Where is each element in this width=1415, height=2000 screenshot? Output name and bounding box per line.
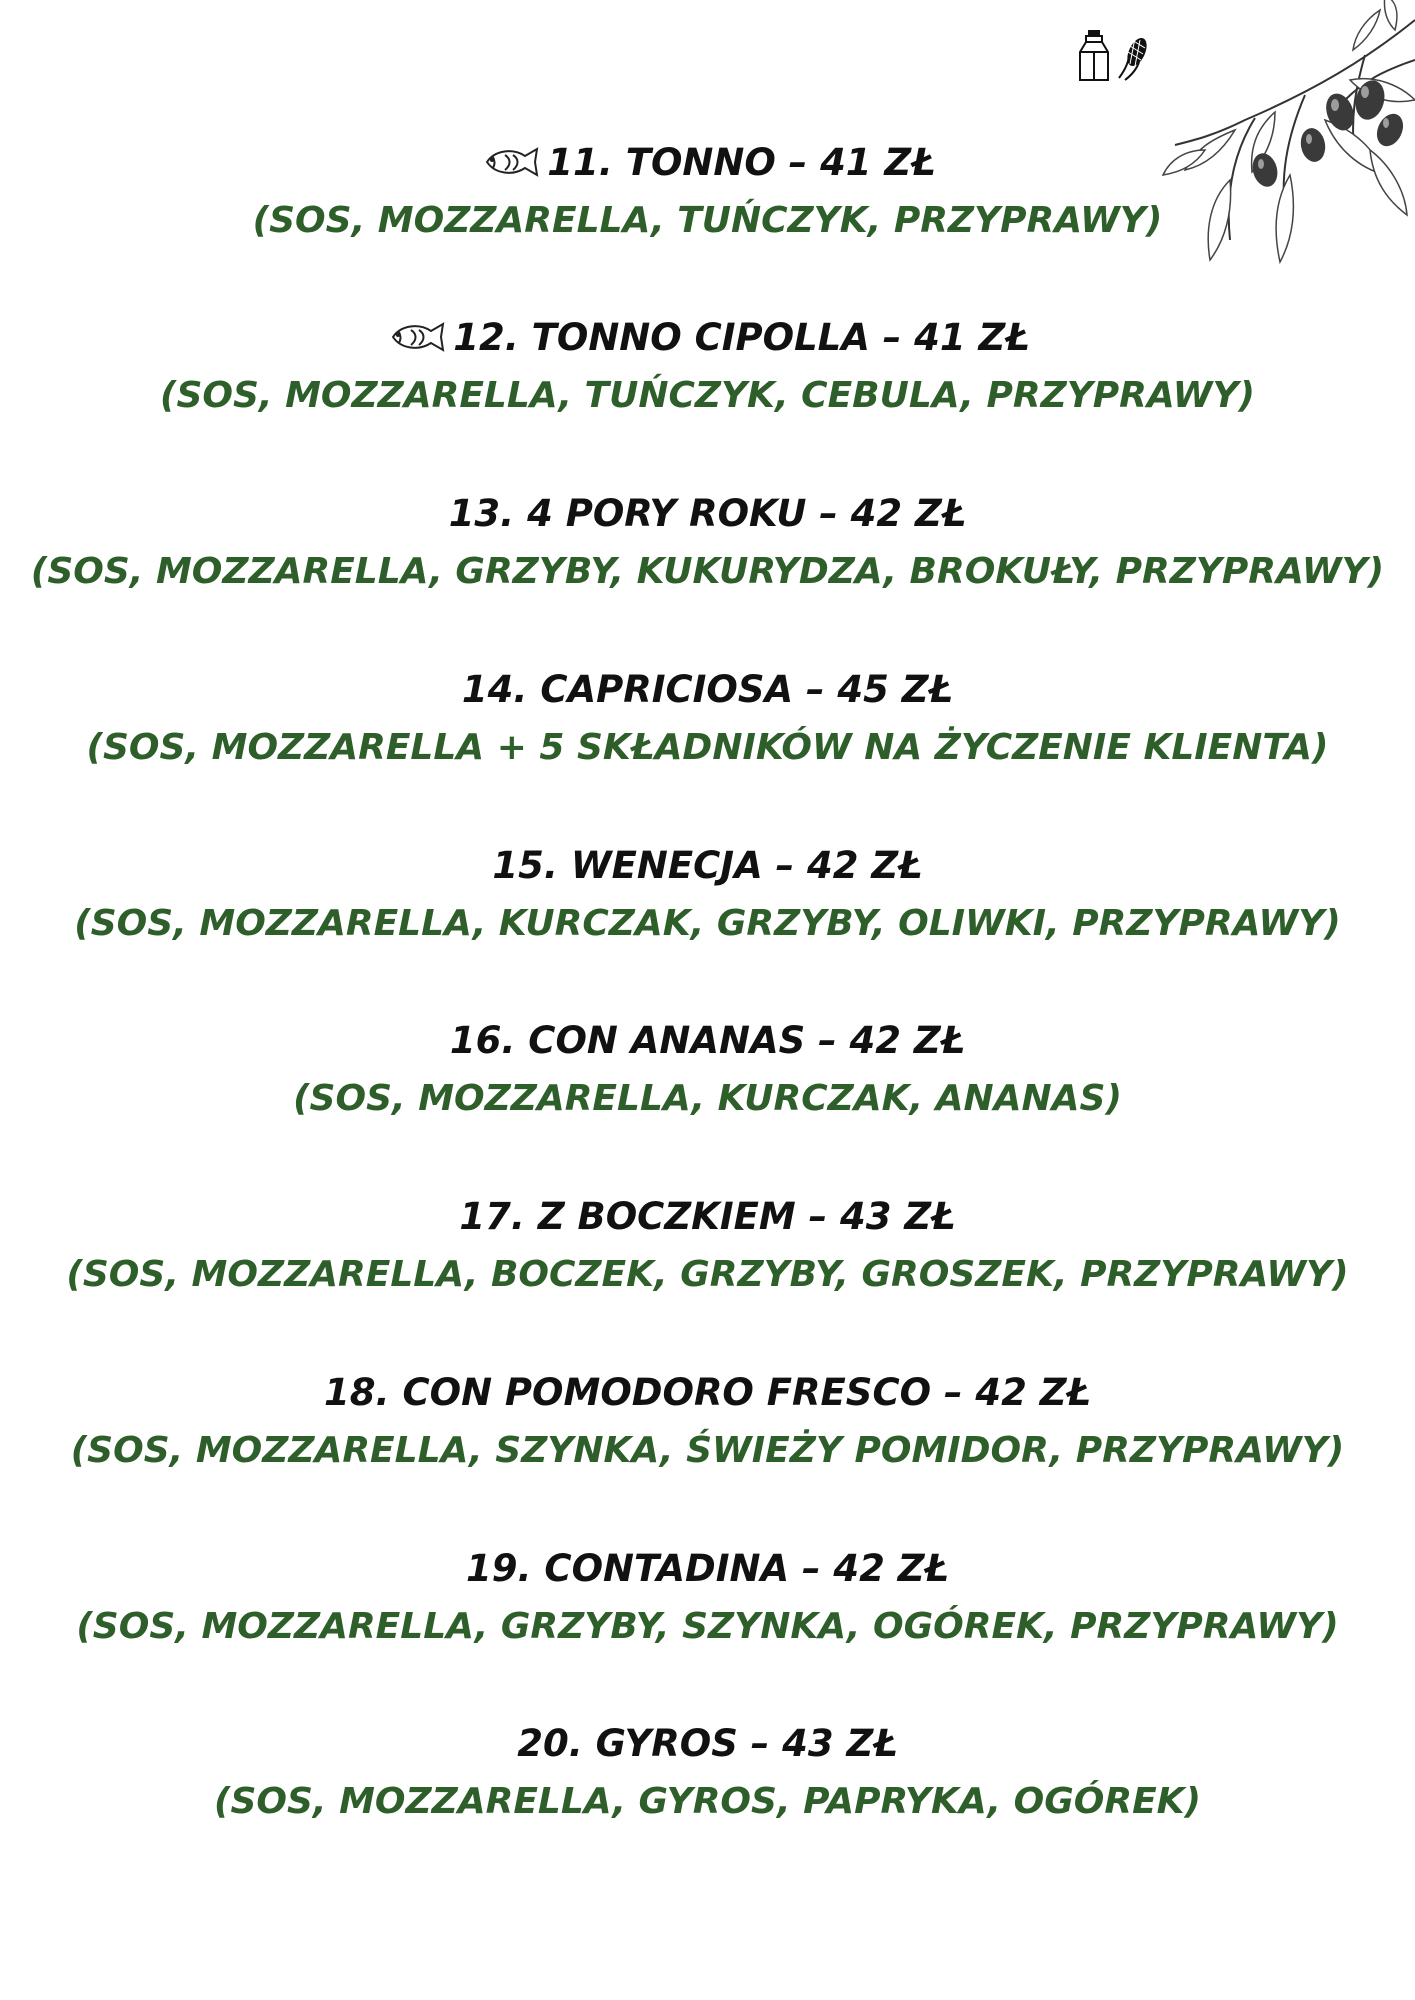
menu-item-13 — [0, 488, 1415, 598]
fish-icon — [385, 320, 447, 354]
menu-item-ingredients: (SOS, MOZZARELLA, GYROS, PAPRYKA, OGÓREK) — [213, 1781, 1202, 1822]
menu-item-ingredients: (SOS, MOZZARELLA, BOCZEK, GRZYBY, GROSZEK, PRZYPRAWY) — [66, 1254, 1349, 1295]
diet-badges — [1078, 30, 1155, 86]
menu-item-16 — [0, 1015, 1415, 1125]
menu-item-title: 19. CONTADINA – 42 ZŁ — [466, 1547, 949, 1590]
menu-item-title: 17. Z BOCZKIEM – 43 ZŁ — [459, 1195, 956, 1238]
menu-item-title: 13. 4 PORY ROKU – 42 ZŁ — [448, 492, 967, 535]
menu-item-title: 20. GYROS – 43 ZŁ — [517, 1722, 898, 1765]
milk-carton-icon — [1078, 30, 1110, 82]
menu-item-15 — [0, 840, 1415, 950]
menu-item-ingredients: (SOS, MOZZARELLA, GRZYBY, SZYNKA, OGÓREK, PRZYPRAWY) — [76, 1606, 1339, 1647]
menu-item-ingredients: (SOS, MOZZARELLA, KURCZAK, ANANAS) — [293, 1078, 1122, 1119]
menu-item-ingredients: (SOS, MOZZARELLA, TUŃCZYK, PRZYPRAWY) — [252, 200, 1163, 241]
menu-item-title: 14. CAPRICIOSA – 45 ZŁ — [461, 668, 954, 711]
menu-item-11 — [0, 137, 1415, 247]
menu-item-ingredients: (SOS, MOZZARELLA, TUŃCZYK, CEBULA, PRZYPRAWY) — [159, 375, 1256, 416]
menu-item-title: 18. CON POMODORO FRESCO – 42 ZŁ — [324, 1371, 1091, 1414]
menu-item-title: 11. TONNO – 41 ZŁ — [547, 141, 936, 184]
menu-item-19 — [0, 1543, 1415, 1653]
menu-item-17 — [0, 1191, 1415, 1301]
menu-item-title: 15. WENECJA – 42 ZŁ — [492, 844, 923, 887]
menu-item-ingredients: (SOS, MOZZARELLA, GRZYBY, KUKURYDZA, BROKUŁY, PRZYPRAWY) — [30, 551, 1385, 592]
menu-item-12 — [0, 312, 1415, 422]
corn-icon — [1115, 34, 1155, 82]
menu-item-18 — [0, 1367, 1415, 1477]
menu-item-ingredients: (SOS, MOZZARELLA, SZYNKA, ŚWIEŻY POMIDOR, PRZYPRAWY) — [70, 1430, 1345, 1471]
fish-icon — [479, 145, 541, 179]
menu-item-ingredients: (SOS, MOZZARELLA + 5 SKŁADNIKÓW NA ŻYCZENIE KLIENTA) — [86, 727, 1329, 768]
menu-item-title: 16. CON ANANAS – 42 ZŁ — [449, 1019, 966, 1062]
menu-item-20 — [0, 1718, 1415, 1828]
menu-item-ingredients: (SOS, MOZZARELLA, KURCZAK, GRZYBY, OLIWKI, PRZYPRAWY) — [74, 903, 1341, 944]
menu-item-14 — [0, 664, 1415, 774]
menu-item-title: 12. TONNO CIPOLLA – 41 ZŁ — [453, 316, 1030, 359]
